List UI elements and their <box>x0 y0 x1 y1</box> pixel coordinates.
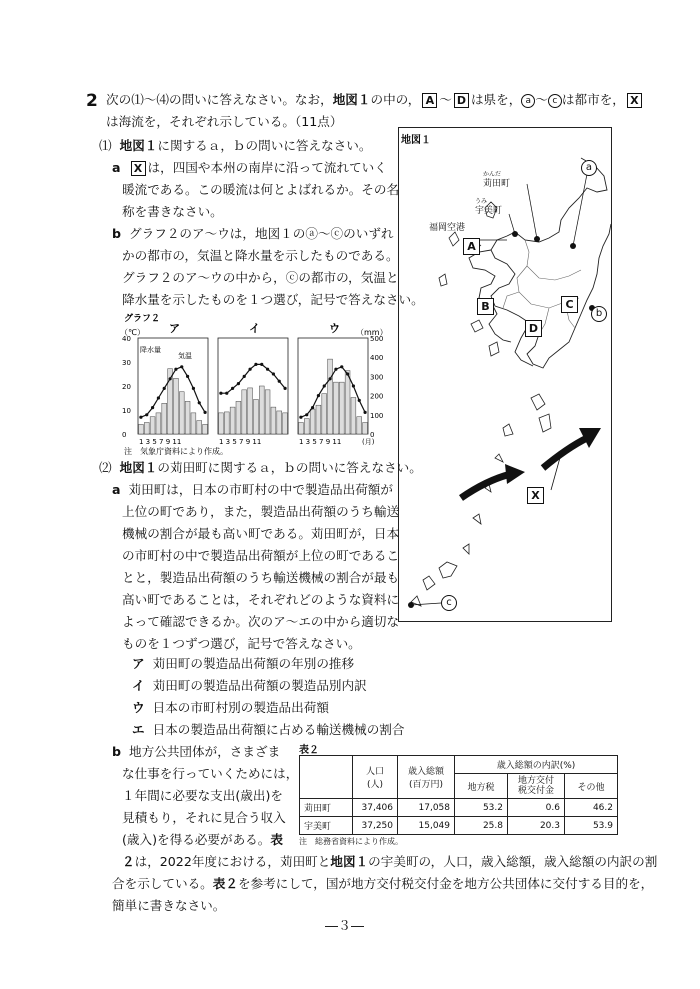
table2-cell-grant: 20.3 <box>508 817 565 835</box>
map-box-b: B <box>477 298 494 315</box>
y-left-tick-label: 20 <box>122 383 131 391</box>
leader-kanda <box>527 184 537 239</box>
kyushu-west <box>469 250 511 342</box>
map-box-d: D <box>525 320 542 337</box>
temp-point <box>299 416 302 419</box>
part2a-line7: よって確認できるか。次のア〜エの中から適切な <box>122 614 400 629</box>
temp-point <box>198 401 201 404</box>
rain-bar <box>357 417 362 434</box>
part2b-line4: 見積もり，それに見合う収入 <box>122 810 286 825</box>
rain-bar <box>363 422 368 434</box>
rain-bar <box>219 413 224 434</box>
islands <box>411 202 551 606</box>
temp-point <box>157 396 160 399</box>
map-airport-label: 福岡空港 <box>429 223 466 233</box>
table2-cell-local: 53.2 <box>455 799 508 817</box>
table2-cell-pop: 37,250 <box>353 817 398 835</box>
temp-point <box>186 375 189 378</box>
y-left-tick-label: 40 <box>122 335 131 343</box>
part2b-line5: (歳入)を得る必要がある。表 <box>122 832 283 847</box>
table2-cell-other: 46.2 <box>565 799 618 817</box>
part1a-line1: a X は，四国や本州の南岸に沿って流れていく <box>112 160 387 175</box>
kyushu-outline <box>491 158 611 368</box>
rain-bar <box>345 371 350 434</box>
rain-bar <box>328 359 333 434</box>
part1-heading: ⑴ 地図１に関するａ，ｂの問いに答えなさい。 <box>99 138 372 153</box>
y-right-tick-label: 300 <box>370 373 384 382</box>
rain-bar <box>265 390 270 434</box>
rain-bar <box>283 413 288 434</box>
leader-umi <box>509 214 515 234</box>
table2-cell-grant: 0.6 <box>508 799 565 817</box>
part2b-line1: b 地方公共団体が，さまざま <box>112 744 281 759</box>
part2b-line7: 合を示している。表２を参考にして，国が地方交付税交付金を地方公共団体に交付する目的を， <box>112 876 654 891</box>
part2b-line8: 簡単に書きなさい。 <box>112 898 226 913</box>
y-right-tick-label: 500 <box>370 335 384 343</box>
rain-bar <box>254 399 259 434</box>
box-x-inline: X <box>131 161 146 176</box>
current-arrow-2 <box>543 438 587 468</box>
option-i: イ 苅田町の製造品出荷額の製造品別内訳 <box>132 678 367 693</box>
temp-point <box>328 377 331 380</box>
rain-bar <box>156 413 161 434</box>
temp-point <box>192 387 195 390</box>
temp-point <box>305 413 308 416</box>
y-right-tick-label: 400 <box>370 354 384 363</box>
rain-bar <box>242 390 247 434</box>
leader-a <box>573 174 587 246</box>
table2-h-local: 地方税 <box>455 774 508 799</box>
rain-bar <box>203 424 208 434</box>
graph2-title: グラフ２ <box>124 314 161 324</box>
y-right-tick-label: 0 <box>370 431 375 439</box>
temp-point <box>145 413 148 416</box>
part1b-line2: かの都市の，気温と降水量を示したものである。 <box>122 248 399 263</box>
map-box-a: A <box>463 238 480 255</box>
temp-point <box>346 372 349 375</box>
rain-bar <box>259 386 264 434</box>
temp-point <box>334 368 337 371</box>
question-intro-line1: 次の⑴〜⑷の問いに答えなさい。なお，地図１の中の， A 〜 D は県を， a 〜 c は都市を， X <box>106 93 644 108</box>
temp-point <box>260 363 263 366</box>
table2-h-other: その他 <box>565 774 618 799</box>
temp-point <box>163 387 166 390</box>
rain-bar <box>150 417 155 434</box>
rain-bar <box>191 413 196 434</box>
part2a-line6: 高い町であることは，それぞれどのような資料に <box>122 592 400 607</box>
part2a-line4: の市町村の中で製造品出荷額が上位の町であるこ <box>122 548 400 563</box>
temp-point <box>317 394 320 397</box>
temp-point <box>283 387 286 390</box>
temp-point <box>151 406 154 409</box>
graph2-unit-right: （mm） <box>356 328 388 337</box>
part1a-line3: 称を書きなさい。 <box>122 204 223 219</box>
part1b-line1: b グラフ２のア〜ウは，地図１のⓐ〜ⓒのいずれ <box>112 226 394 241</box>
temp-point <box>272 372 275 375</box>
map1-svg <box>399 128 611 621</box>
temp-line <box>141 367 205 417</box>
part1b-line3: グラフ２のア〜ウの中から，ⓒの都市の，気温と <box>122 270 399 285</box>
table2-note: 注 総務省資料により作成。 <box>299 837 403 846</box>
graph2-note: 注 気象庁資料により作成。 <box>124 447 228 456</box>
box-a: A <box>422 93 437 108</box>
month-tick-labels: 1 3 5 7 9 11 <box>299 438 342 446</box>
temp-point <box>254 363 257 366</box>
option-e: エ 日本の製造品出荷額に占める輸送機械の割合 <box>132 722 405 737</box>
graph2 <box>118 308 388 458</box>
part2a-line8: ものを１つずつ選び，記号で答えなさい。 <box>122 636 361 651</box>
temp-point <box>323 384 326 387</box>
rain-bar <box>197 421 202 434</box>
table2-cell-name: 苅田町 <box>300 799 353 817</box>
temp-point <box>174 368 177 371</box>
rain-bar <box>351 398 356 434</box>
rain-bar <box>322 394 327 434</box>
graph2-unit-left: （℃） <box>120 328 145 337</box>
map1 <box>398 127 612 622</box>
rain-bar <box>236 401 241 434</box>
map-umi-label: 宇美町 <box>475 206 503 216</box>
table2-title: 表２ <box>299 745 319 756</box>
graph2-svg <box>118 308 388 458</box>
current-arrow-1-head <box>505 464 525 484</box>
rain-legend-label: 降水量 <box>140 346 161 354</box>
box-x: X <box>627 93 642 108</box>
table-row <box>300 799 618 817</box>
table2-cell-rev: 15,049 <box>398 817 455 835</box>
y-left-tick-label: 0 <box>122 431 127 439</box>
graph-panel-label: イ <box>249 322 260 335</box>
y-left-tick-label: 10 <box>122 407 131 415</box>
rain-bar <box>277 411 282 434</box>
rain-bar <box>304 419 309 434</box>
y-left-tick-label: 30 <box>122 359 131 367</box>
question-intro-line2: は海流を，それぞれ示している。（11点） <box>106 114 343 129</box>
table2-h-rev: 歳入総額 (百万円) <box>398 756 455 799</box>
temp-point <box>248 368 251 371</box>
table2-h-pop: 人口 (人) <box>353 756 398 799</box>
rain-bar <box>334 382 339 434</box>
month-tick-labels: 1 3 5 7 9 11 <box>139 438 182 446</box>
map-umi-ruby: うみ <box>475 198 488 205</box>
option-u: ウ 日本の市町村別の製造品出荷額 <box>132 700 329 715</box>
temp-line <box>221 364 285 393</box>
table2-cell-name: 宇美町 <box>300 817 353 835</box>
temp-point <box>168 377 171 380</box>
part1a-line2: 暖流である。この暖流は何とよばれるか。その名 <box>122 182 400 197</box>
map-circle-a: a <box>581 160 597 176</box>
temp-point <box>352 384 355 387</box>
temp-point <box>203 411 206 414</box>
temp-legend-label: 気温 <box>178 352 192 360</box>
temp-point <box>219 392 222 395</box>
y-right-tick-label: 100 <box>370 411 384 420</box>
table2-cell-rev: 17,058 <box>398 799 455 817</box>
rain-bar <box>316 405 321 434</box>
part2-heading: ⑵ 地図１の苅田町に関するａ，ｂの問いに答えなさい。 <box>99 460 422 475</box>
temp-point <box>358 399 361 402</box>
temp-point <box>225 392 228 395</box>
circle-c: c <box>548 94 562 108</box>
rain-bar <box>185 401 190 434</box>
rain-bar <box>139 424 144 434</box>
table2-cell-local: 25.8 <box>455 817 508 835</box>
circle-a: a <box>521 94 535 108</box>
y-right-tick-label: 200 <box>370 392 384 401</box>
table2 <box>299 755 618 847</box>
part2a-line2: 上位の町であり，また，製造品出荷額のうち輸送 <box>122 504 400 519</box>
rain-bar <box>162 403 167 434</box>
table-row <box>300 817 618 835</box>
rain-bar <box>339 382 344 434</box>
rain-bar <box>144 422 149 434</box>
temp-point <box>311 406 314 409</box>
temp-point <box>278 380 281 383</box>
part2a-line5: とと，製造品出荷額のうち輸送機械の割合が最も <box>122 570 400 585</box>
rain-bar <box>174 378 179 434</box>
month-unit-label: (月) <box>362 438 375 446</box>
map-box-x: X <box>527 487 544 504</box>
part2b-line3: １年間に必要な支出(歳出)を <box>122 788 283 803</box>
temp-point <box>139 416 142 419</box>
temp-point <box>266 368 269 371</box>
rain-bar <box>179 392 184 434</box>
graph-panel-label: ア <box>169 322 180 335</box>
month-tick-labels: 1 3 5 7 9 11 <box>219 438 262 446</box>
map-kanda-ruby: かんだ <box>483 171 502 178</box>
part2a-line3: 機械の割合が最も高い町である。苅田町が，日本 <box>122 526 400 541</box>
option-a: ア 苅田町の製造品出荷額の年別の推移 <box>132 656 355 671</box>
graph-panel-label: ウ <box>329 322 340 335</box>
rain-bar <box>299 422 304 434</box>
temp-point <box>231 387 234 390</box>
prefecture-borders <box>503 240 581 334</box>
temp-point <box>340 365 343 368</box>
rain-bar <box>230 407 235 434</box>
map1-title: 地図１ <box>401 135 431 146</box>
box-d: D <box>454 93 469 108</box>
map-box-c: C <box>561 296 578 313</box>
part2b-line2: な仕事を行っていくためには， <box>122 766 299 781</box>
table2-h-break: 歳入総額の内訳(%) <box>455 756 618 774</box>
temp-point <box>180 365 183 368</box>
map-circle-b: b <box>591 306 607 322</box>
question-number: 2 <box>86 91 98 111</box>
part2a-line1: a 苅田町は，日本の市町村の中で製造品出荷額が <box>112 482 393 497</box>
table2-h-grant: 地方交付 税交付金 <box>508 774 565 799</box>
table2-cell-other: 53.9 <box>565 817 618 835</box>
table2-cell-pop: 37,406 <box>353 799 398 817</box>
rain-bar <box>224 412 229 434</box>
current-arrow-1 <box>461 474 511 498</box>
table2-grid <box>299 755 618 835</box>
rain-bar <box>310 409 315 434</box>
map-circle-c: c <box>441 595 457 611</box>
temp-point <box>237 382 240 385</box>
part1b-line4: 降水量を示したものを１つ選び，記号で答えなさい。 <box>122 292 424 307</box>
rain-bar <box>248 388 253 434</box>
page-number: ―３― <box>325 919 365 934</box>
temp-point <box>363 411 366 414</box>
temp-point <box>243 375 246 378</box>
part2b-line6: ２は，2022年度における，苅田町と地図１の宇美町の，人口，歳入総額，歳入総額の内訳の割 <box>122 854 658 869</box>
map-kanda-label: 苅田町 <box>483 179 511 189</box>
rain-bar <box>271 407 276 434</box>
table2-corner <box>300 756 353 799</box>
